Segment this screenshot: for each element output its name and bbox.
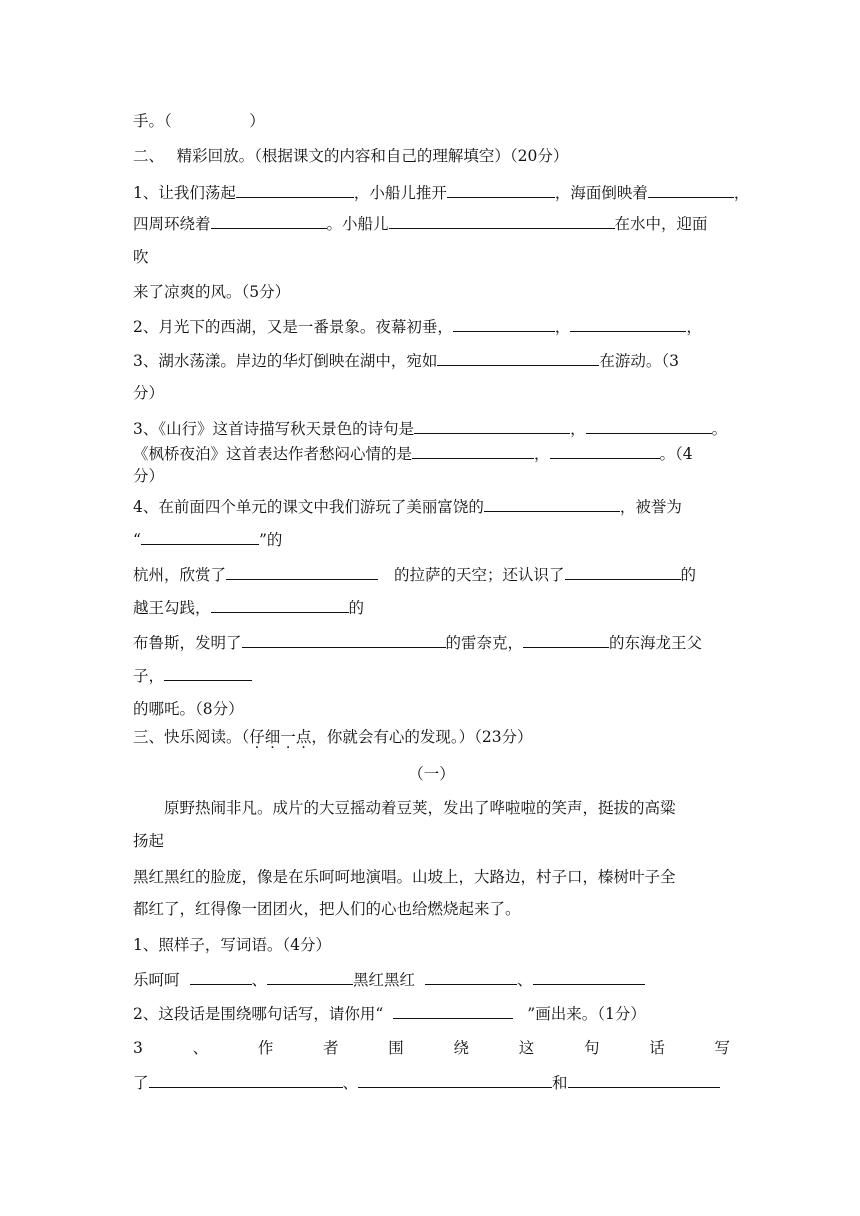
- passage-text: 扬起: [133, 832, 165, 850]
- blank[interactable]: [242, 632, 446, 648]
- blank[interactable]: [437, 350, 599, 366]
- blank[interactable]: [393, 1003, 513, 1019]
- blank[interactable]: [412, 443, 534, 459]
- blank[interactable]: [550, 443, 660, 459]
- line-4-bruce: 布鲁斯，发明了 的雷奈克， 的东海龙王父: [133, 634, 703, 652]
- passage-text: 原野热闹非凡。成片的大豆摇动着豆荚，发出了哗啦啦的笑声，挺拔的高粱: [164, 799, 676, 817]
- blank[interactable]: [568, 1072, 720, 1088]
- section-two-heading: 二、 精彩回放。（根据课文的内容和自己的理解填空）（20分）: [133, 147, 569, 165]
- blank[interactable]: [648, 182, 734, 198]
- line-1-blanks: 1、让我们荡起 ，小船儿推开 ，海面倒映着 ，: [133, 184, 750, 202]
- blank[interactable]: [447, 182, 555, 198]
- question-2: 2、这段话是围绕哪句话写，请你用“ ”画出来。（1分）: [133, 1005, 646, 1023]
- blank[interactable]: [236, 182, 354, 198]
- blank[interactable]: [425, 969, 517, 985]
- line-4-cont: “ ”的: [133, 531, 283, 549]
- line-4-blanks: 4、在前面四个单元的课文中我们游玩了美丽富饶的 ，被誉为: [133, 498, 682, 516]
- blank[interactable]: [570, 316, 686, 332]
- passage-number: （一）: [408, 765, 455, 783]
- blank[interactable]: [484, 496, 620, 512]
- line-4-zi: 子，: [133, 665, 730, 686]
- line-2-blanks: 2、月光下的西湖，又是一番景象。夜幕初垂， ， ，: [133, 318, 702, 336]
- line-3-blanks: 3、湖水荡漾。岸边的华灯倒映在湖中，宛如 在游动。（3: [133, 352, 679, 370]
- passage-text: 都红了，红得像一团团火，把人们的心也给燃烧起来了。: [133, 900, 521, 918]
- line-4-goujian: 越王勾践， 的: [133, 599, 365, 617]
- line-1-cont: 四周环绕着 。小船儿 在水中，迎面: [133, 215, 708, 233]
- section-three-heading: 三、快乐阅读。（仔细一点，你就会有心的发现。）（23分）: [133, 728, 533, 746]
- blank[interactable]: [565, 564, 681, 580]
- blank[interactable]: [190, 969, 252, 985]
- question-3: 3 、 作 者 围 绕 这 句 话 写: [133, 1039, 730, 1057]
- blank[interactable]: [226, 564, 378, 580]
- blank[interactable]: [149, 1072, 343, 1088]
- blank[interactable]: [523, 632, 609, 648]
- line-text: 分）: [133, 384, 165, 402]
- passage-text: 黑红黑红的脸庞，像是在乐呵呵地演唱。山坡上，大路边，村子口，榛树叶子全: [133, 868, 676, 886]
- blank[interactable]: [358, 1072, 552, 1088]
- line-shanxing: 3、《山行》这首诗描写秋天景色的诗句是 ， 。: [133, 420, 728, 438]
- question-1: 1、照样子，写词语。（4分）: [133, 936, 331, 954]
- blank[interactable]: [389, 213, 615, 229]
- blank[interactable]: [141, 529, 259, 545]
- line-text: 吹: [133, 248, 149, 266]
- line-question-tail: 手。（ ）: [133, 112, 265, 130]
- question-3-blanks: 了 、 和: [133, 1072, 730, 1093]
- line-fengqiao: 《枫桥夜泊》这首表达作者愁闷心情的是 ， 。（4: [133, 445, 693, 463]
- blank[interactable]: [267, 969, 353, 985]
- blank[interactable]: [164, 665, 252, 681]
- line-text: 的哪吒。（8分）: [133, 700, 244, 718]
- line-text: 分）: [133, 467, 165, 485]
- blank[interactable]: [211, 213, 327, 229]
- blank[interactable]: [453, 316, 555, 332]
- question-1-blanks: 乐呵呵 、 黑红黑红 、: [133, 969, 730, 990]
- blank[interactable]: [586, 418, 712, 434]
- line-text: 来了凉爽的风。（5分）: [133, 283, 291, 301]
- line-4-hangzhou: 杭州，欣赏了 的拉萨的天空；还认识了 的: [133, 566, 697, 584]
- blank[interactable]: [414, 418, 570, 434]
- blank[interactable]: [533, 969, 645, 985]
- blank[interactable]: [211, 597, 349, 613]
